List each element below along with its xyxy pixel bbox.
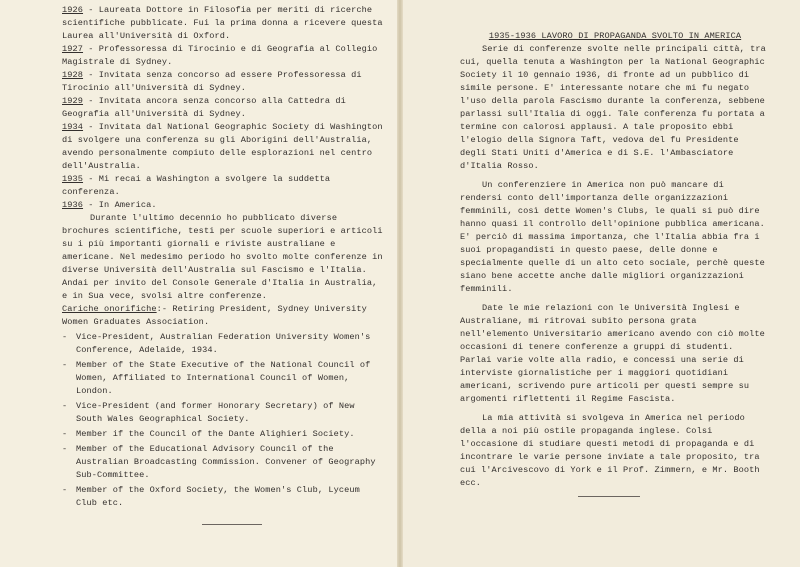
entry-1929: 1929 - Invitata ancora senza concorso alla Cattedra di Geografia all'Università di Sydney. (62, 96, 346, 119)
page-fold (397, 0, 403, 567)
list-item: - Vice-President, Australian Federation University Women's Conference, Adelaide, 1934. (62, 332, 371, 355)
entry-1934: 1934 - Invitata dal National Geographic Society di Washington di svolgere una conferenza su gli Aborigini dell'Australia, avendo personalmente compiuto delle esplorazioni nel centro dell'Australia. (62, 122, 383, 171)
paragraph-womens-clubs: Un conferenziere in America non può mancare di rendersi conto dell'importanza delle organizzazioni femminili, così dette Women's Clubs, le quali si può dire hanno quasi il controllo dell'opinione pubblica americana. E' perciò di massima importanza, che l'Italia abbia fra i suoi propagandisti in questo paese, delle donne e specialmente quelle di un alto ceto sociale, perchè queste siano bene accette anche dalle migliori organizzazioni femminili. (460, 180, 765, 294)
entry-1927: 1927 - Professoressa di Tirocinio e di Geografia al Collegio Magistrale di Sydney. (62, 44, 378, 67)
list-item: - Member of the State Executive of the National Council of Women, Affiliated to International Council of Women, London. (62, 360, 371, 396)
cariche-heading: Cariche onorifiche:- Retiring President, Sydney University Women Graduates Association. (62, 304, 367, 327)
right-column (460, 30, 770, 497)
left-column (62, 4, 384, 525)
publications-paragraph: Durante l'ultimo decennio ho pubblicato diverse brochures scientifiche, testi per scuole superiori e articoli su i più importanti giornali e riviste australiane e americane. Nel medesimo periodo ho svolto molte conferenze in diverse Università dell'Australia sul Fascismo e l'Italia. Andai per invito del Console Generale d'Italia in Australia, e in Sua vece, svolsi altre conferenze. (62, 213, 383, 301)
list-item: - Member of the Educational Advisory Council of the Australian Broadcasting Commission. Convener of Geography Sub-Committee. (62, 444, 376, 480)
divider (202, 524, 262, 525)
list-item: - Member if the Council of the Dante Alighieri Society. (62, 429, 355, 439)
entry-1936: 1936 - In America. (62, 200, 157, 210)
divider (578, 496, 640, 497)
paragraph-propaganda: La mia attività si svolgeva in America nel periodo della a noi più ostile propaganda inglese. Colsi l'occasione di studiare questi metodi di propaganda e di incontrare le varie persone inviate a tale proposito, tra cui l'Arcivescovo di York e il Prof. Zimmern, e Mr. Booth ecc. (460, 413, 760, 488)
entry-1928: 1928 - Invitata senza concorso ad essere Professoressa di Tirocinio all'Università di Sydney. (62, 70, 362, 93)
paragraph-universities: Date le mie relazioni con le Università Inglesi e Australiane, mi ritrovai subito persona grata nell'elemento Universitario americano avendo con ciò molte occasioni di tenere conferenze a gruppi di studenti. Parlai varie volte alla radio, e concessi una serie di interviste giornalistiche per i maggiori quotidiani americani, scrivendo pure articoli per questi sempre su argomenti riflettenti il Regime Fascista. (460, 303, 765, 404)
page-title: 1935-1936 LAVORO DI PROPAGANDA SVOLTO IN AMERICA (488, 31, 742, 41)
list-item: - Vice-President (and former Honorary Secretary) of New South Wales Geographical Society. (62, 401, 355, 424)
list-item: - Member of the Oxford Society, the Women's Club, Lyceum Club etc. (62, 485, 360, 508)
paragraph-conferences: Serie di conferenze svolte nelle principali città, tra cui, quella tenuta a Washington per la National Geographic Society il 10 gennaio 1936, di fronte ad un pubblico di simile persone. E' interessante notare che mi fu negato l'uso della parola Fascismo durante la conferenza, sebbene parlassi sull'Italia di oggi. Tale conferenza fu portata a termine con calorosi applausi. A tale proposito ebbi l'elogio della Signora Taft, vedova del fu Presidente degli Stati Uniti d'America e di S.E. l'Ambasciatore d'Italia Rosso. (460, 44, 766, 171)
entry-1926: 1926 - Laureata Dottore in Filosofia per meriti di ricerche scientifiche pubblicate. Fui la prima donna a ricevere questa Laurea all'Università di Oxford. (62, 5, 383, 41)
entry-1935: 1935 - Mi recai a Washington a svolgere la suddetta conferenza. (62, 174, 331, 197)
